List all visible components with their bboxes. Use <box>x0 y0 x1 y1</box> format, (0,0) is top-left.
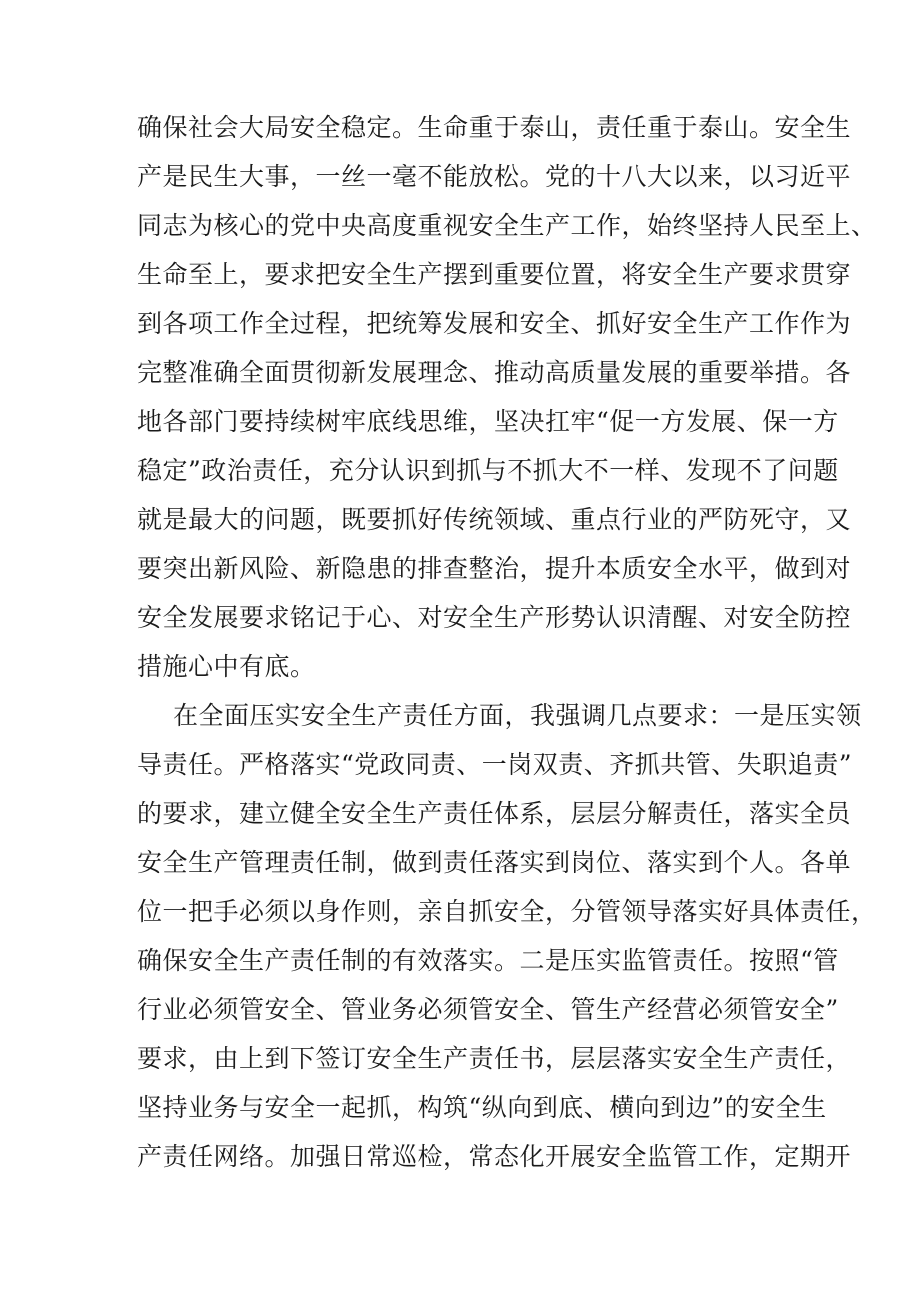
text-line: 同志为核心的党中央高度重视安全生产工作，始终坚持人民至上、 <box>137 211 877 240</box>
text-line: 稳定”政治责任，充分认识到抓与不抓大不一样、发现不了问题 <box>137 456 839 485</box>
text-line: 地各部门要持续树牢底线思维，坚决扛牢“促一方发展、保一方 <box>137 407 839 436</box>
text-line: 在全面压实安全生产责任方面，我强调几点要求：一是压实领 <box>173 701 862 730</box>
text-line: 就是最大的问题，既要抓好传统领域、重点行业的严防死守，又 <box>137 505 852 534</box>
text-line: 措施心中有底。 <box>137 652 316 681</box>
text-line: 生命至上，要求把安全生产摆到重要位置，将安全生产要求贯穿 <box>137 260 852 289</box>
text-line: 导责任。严格落实“党政同责、一岗双责、齐抓共管、失职追责” <box>137 750 853 779</box>
text-line: 安全发展要求铭记于心、对安全生产形势认识清醒、对安全防控 <box>137 603 852 632</box>
text-line: 的要求，建立健全安全生产责任体系，层层分解责任，落实全员 <box>137 799 852 828</box>
text-line: 产责任网络。加强日常巡检，常态化开展安全监管工作，定期开 <box>137 1142 852 1171</box>
paragraph-2 <box>137 691 877 1181</box>
text-line: 要求，由上到下签订安全生产责任书，层层落实安全生产责任， <box>137 1044 852 1073</box>
document-body <box>137 103 877 1181</box>
text-line: 要突出新风险、新隐患的排查整治，提升本质安全水平，做到对 <box>137 554 852 583</box>
text-line: 确保安全生产责任制的有效落实。二是压实监管责任。按照“管 <box>137 946 839 975</box>
text-line: 行业必须管安全、管业务必须管安全、管生产经营必须管安全” <box>137 995 839 1024</box>
text-line: 完整准确全面贯彻新发展理念、推动高质量发展的重要举措。各 <box>137 358 852 387</box>
text-line: 到各项工作全过程，把统筹发展和安全、抓好安全生产工作作为 <box>137 309 852 338</box>
paragraph-1 <box>137 103 877 691</box>
text-line: 确保社会大局安全稳定。生命重于泰山，责任重于泰山。安全生 <box>137 113 852 142</box>
text-line: 产是民生大事，一丝一毫不能放松。党的十八大以来，以习近平 <box>137 162 852 191</box>
text-line: 位一把手必须以身作则，亲自抓安全，分管领导落实好具体责任， <box>137 897 877 926</box>
text-line: 安全生产管理责任制，做到责任落实到岗位、落实到个人。各单 <box>137 848 852 877</box>
text-line: 坚持业务与安全一起抓，构筑“纵向到底、横向到边”的安全生 <box>137 1093 827 1122</box>
